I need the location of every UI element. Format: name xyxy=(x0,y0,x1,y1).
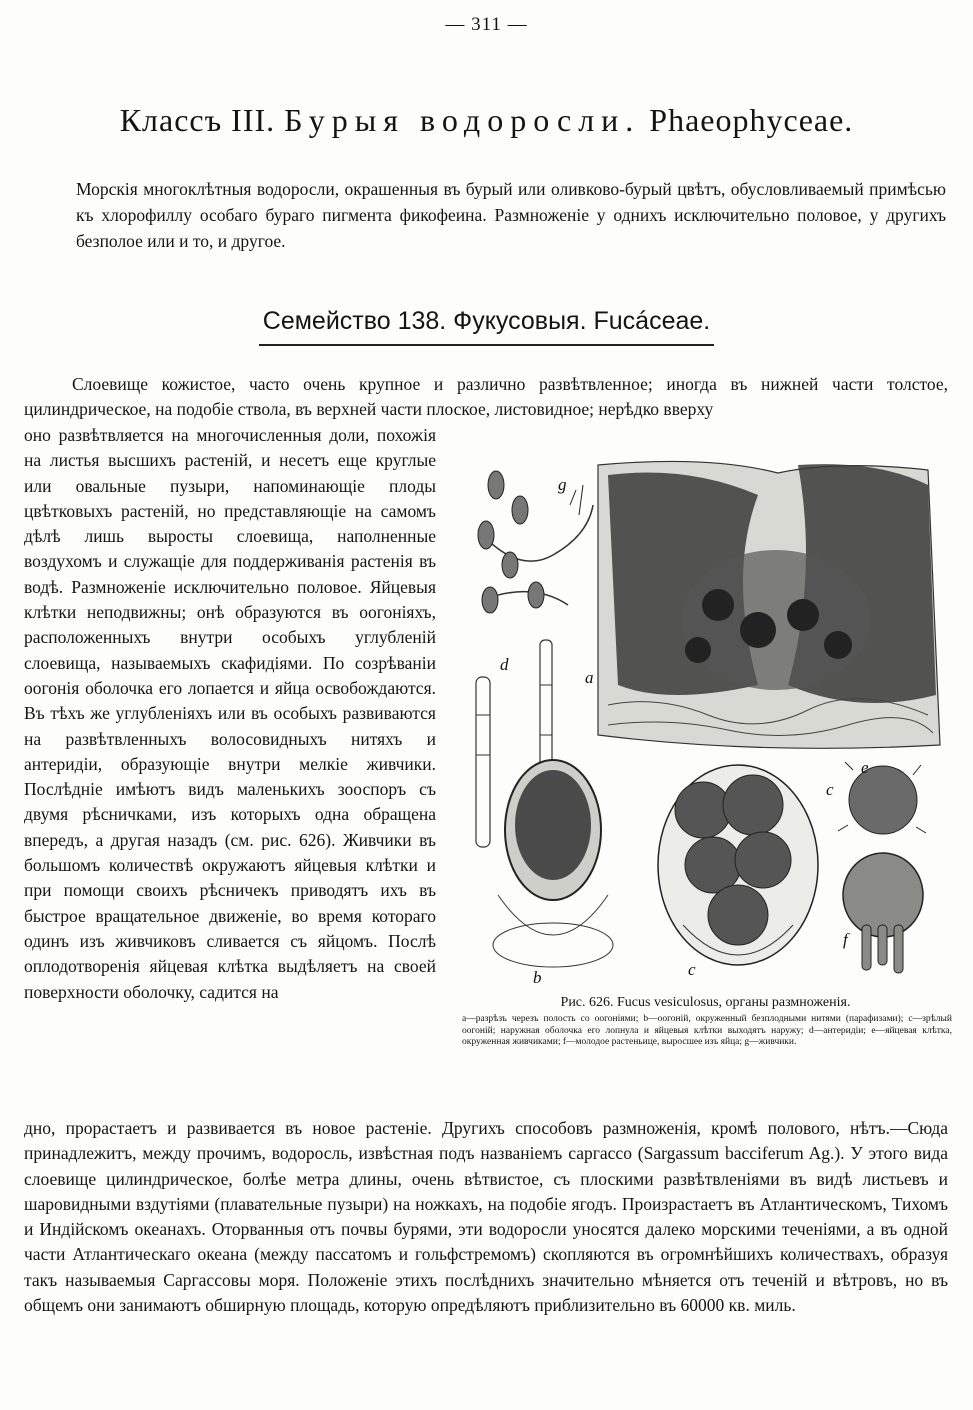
figure-label-a: a xyxy=(585,668,594,687)
page-number: — 311 — xyxy=(445,14,528,35)
figure-part-g xyxy=(478,471,593,613)
family-heading-wrapper xyxy=(0,307,973,346)
figure-part-f xyxy=(843,853,923,973)
left-column-text: оно развѣтвляется на многочисленныя доли, похожія на листья высшихъ растеній, и несетъ еще круглые или овальные пузыри, напоминающіе плоды цвѣтковыхъ растеній, но представляющіе на самомъ дѣлѣ лишь выросты слоевища, наполненные воздухомъ и служащіе для поддерживанія растенія въ водѣ. Размноженіе исключительно половое. Яйцевыя клѣтки неподвижны; онѣ образуются въ оогоніяхъ, расположенныхъ внутри особыхъ углубленій слоевища, называемыхъ скафидіями. По созрѣваніи оогонія оболочка его лопается и яйца освобождаются. Въ тѣхъ же углубленіяхъ или въ особыхъ развиваются на развѣтвленныхъ волосовидныхъ нитяхъ и антеридіи, образующіе внутри мелкіе живчики. Послѣдніе имѣютъ видъ маленькихъ зооспоръ съ двумя рѣсничками, изъ которыхъ одна обращена впередъ, а другая назадъ (см. рис. 626). Живчики въ большомъ количествѣ окружаютъ яйцевыя клѣтки и при помощи своихъ рѣсничекъ приводятъ ихъ въ быстрое вращательное движеніе, во время котораго одинъ изъ живчиковъ сливается съ яйцомъ. Послѣ оплодотворенія яйцевая клѣтка выдѣляетъ на своей поверхности оболочку, садится на xyxy=(24,425,436,1002)
figure-caption: Рис. 626. Fucus vesiculosus, органы размноженія. xyxy=(560,995,851,1010)
figure-part-a xyxy=(598,461,940,748)
class-title-russian: Бурыя водоросли. xyxy=(284,102,641,138)
bottom-paragraph xyxy=(24,1116,948,1318)
class-title xyxy=(0,102,973,139)
class-title-latin: Phaeophyceae. xyxy=(649,102,854,138)
figure-label-d: d xyxy=(500,655,509,674)
left-column xyxy=(24,423,436,1005)
bottom-paragraph-text: дно, прорастаетъ и развивается въ новое растеніе. Другихъ способовъ размноженія, кромѣ полового, нѣтъ.—Сюда принадлежитъ, между прочимъ, водоросль, извѣстная подъ названіемъ саргассо (Sargassum bacciferum Ag.). У этого вида слоевище цилиндрическое, болѣе метра длины, очень вѣтвистое, съ плоскими развѣтвленіями въ видѣ листьевъ и шаровидными вздутіями (плавательные пузыри) на ножкахъ, на подобіе ягодъ. Произрастаетъ въ Атлантическомъ, Тихомъ и Индійскомъ океанахъ. Оторванныя отъ почвы бурями, эти водоросли уносятся далеко морскими теченіями, а въ одной части Атлантическаго океана (между пассатомъ и гольфстремомъ) скопляются въ огромнѣйшихъ количествахъ, образуя такъ называемыя Саргассовы моря. Положеніе этихъ послѣднихъ значительно мѣняется отъ теченій и вѣтровъ, но въ общемъ они занимаютъ обширную площадь, которую опредѣляютъ приблизительно въ 60000 кв. миль. xyxy=(24,1118,948,1316)
figure-part-e xyxy=(838,762,926,834)
figure-626 xyxy=(458,455,953,990)
paragraph-thallus xyxy=(24,372,948,423)
figure-label-b: b xyxy=(533,968,542,987)
paragraph-thallus-text: Слоевище кожистое, часто очень крупное и различно развѣтвленное; иногда въ нижней части толстое, цилиндрическое, на подобіе ствола, въ верхней части плоское, листовидное; нерѣдко вверху xyxy=(24,374,948,420)
figure-part-c-main xyxy=(658,765,818,965)
figure-label-c-small: c xyxy=(826,780,834,799)
class-title-prefix: Классъ III. xyxy=(119,102,276,138)
figure-label-e: e xyxy=(861,758,869,777)
figure-part-b xyxy=(493,760,613,967)
family-heading: Семейство 138. Фукусовыя. Fucáceae. xyxy=(259,307,714,346)
figure-label-c-main: c xyxy=(688,960,696,979)
figure-label-g: g xyxy=(558,475,567,494)
figure-caption-detail: a—разрѣзъ черезъ полость со оогоніями; b—оогоній, окруженный безплодными нитями (парафизами); c—зрѣлый оогоній; наружная оболочка его лопнула и яйцевыя клѣтки выходятъ наружу; d—антеридіи; e—яйцевая клѣтка, окруженная живчиками; f—молодое растеньице, выросшее изъ яйца; g—живчики. xyxy=(462,1014,952,1047)
intro-paragraph: Морскія многоклѣтныя водоросли, окрашенныя въ бурый или оливково-бурый цвѣтъ, обусловливаемый примѣсью къ хлорофиллу особаго бураго пигмента фикофеина. Размноженіе у однихъ исключительно половое, у другихъ безполое или и то, и другое. xyxy=(76,179,946,251)
fucus-illustration xyxy=(458,455,953,990)
figure-label-f: f xyxy=(843,930,848,949)
